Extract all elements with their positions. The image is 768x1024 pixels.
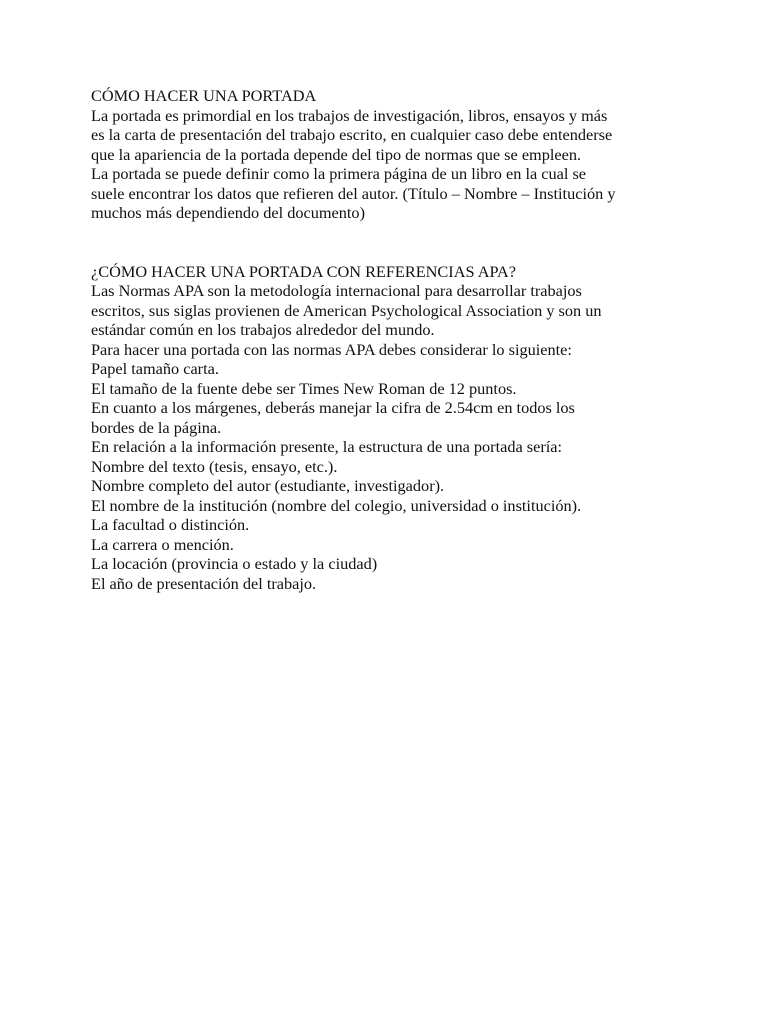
paragraph-line: muchos más dependiendo del documento) [91, 203, 365, 222]
list-item: En cuanto a los márgenes, deberás manejar la cifra de 2.54cm en todos los [91, 398, 575, 417]
list-item: bordes de la página. [91, 417, 222, 437]
document-body [91, 86, 691, 593]
paragraph-line: La portada se puede definir como la primera página de un libro en la cual se [91, 164, 587, 183]
paragraph-line: La portada es primordial en los trabajos de investigación, libros, ensayos y más [91, 105, 608, 125]
list-item: Papel tamaño carta. [91, 359, 219, 378]
list-item: La facultad o distinción. [91, 515, 250, 534]
paragraph-line: Las Normas APA son la metodología internacional para desarrollar trabajos [91, 281, 582, 300]
paragraph-line: suele encontrar los datos que refieren del autor. (Título – Nombre – Institución y [91, 183, 616, 203]
section-portada-apa [91, 262, 691, 594]
list-item: El año de presentación del trabajo. [91, 573, 317, 593]
paragraph-line: escritos, sus siglas provienen de American Psychological Association y son un [91, 300, 602, 320]
paragraph-line: estándar común en los trabajos alrededor del mundo. [91, 320, 435, 339]
list-item: El nombre de la institución (nombre del colegio, universidad o institución). [91, 495, 582, 515]
paragraph-line: que la apariencia de la portada depende del tipo de normas que se empleen. [91, 144, 582, 164]
section-spacer [91, 223, 691, 262]
paragraph-line: es la carta de presentación del trabajo escrito, en cualquier caso debe entenderse [91, 125, 613, 144]
section-heading: CÓMO HACER UNA PORTADA [91, 86, 317, 105]
list-item: El tamaño de la fuente debe ser Times New Roman de 12 puntos. [91, 378, 517, 398]
list-item: Nombre del texto (tesis, ensayo, etc.). [91, 456, 338, 476]
list-item: La carrera o mención. [91, 534, 234, 554]
list-item: Nombre completo del autor (estudiante, investigador). [91, 476, 445, 495]
section-heading: ¿CÓMO HACER UNA PORTADA CON REFERENCIAS APA? [91, 261, 517, 281]
section-como-hacer-portada [91, 86, 691, 223]
paragraph-line: Para hacer una portada con las normas APA debes considerar lo siguiente: [91, 339, 572, 359]
paragraph-line: En relación a la información presente, la estructura de una portada sería: [91, 437, 563, 456]
list-item: La locación (provincia o estado y la ciudad) [91, 554, 378, 573]
